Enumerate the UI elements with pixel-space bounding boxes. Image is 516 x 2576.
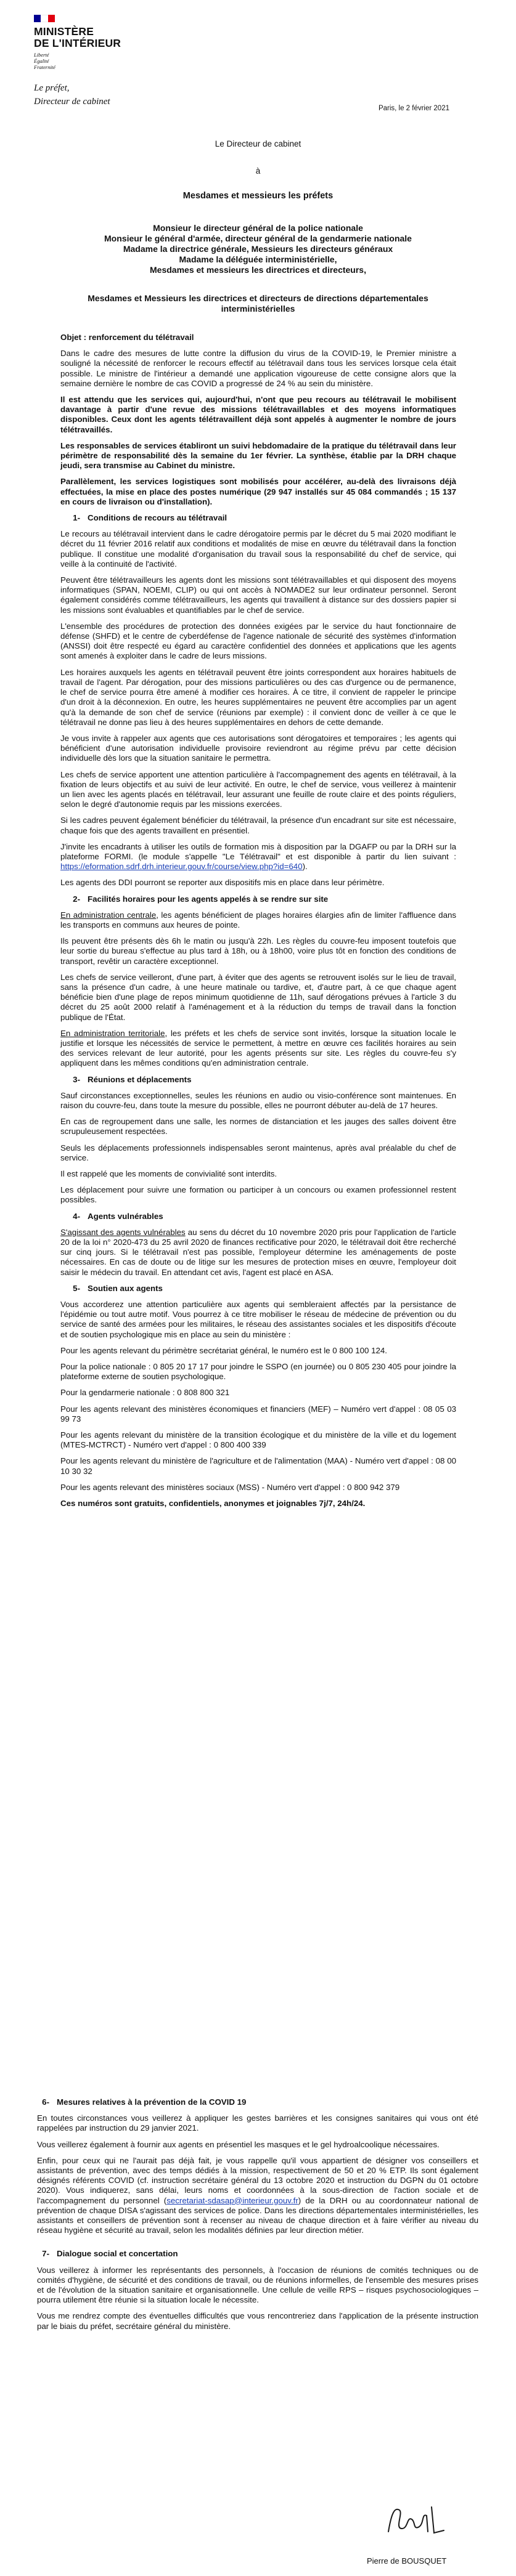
section-2-heading: 2- Facilités horaires pour les agents appelés à se rendre sur site — [73, 894, 329, 904]
s5-para-2: Pour les agents relevant du périmètre secrétariat général, le numéro est le 0 800 100 124. — [60, 1345, 387, 1355]
ministry-logo — [34, 15, 194, 108]
handwritten-signature-icon — [376, 2495, 450, 2544]
recipient-4: Madame la déléguée interministérielle, — [179, 254, 337, 264]
s5-para-3: Pour la police nationale : 0 805 20 17 17 pour joindre le SSPO (en journée) ou 0 805 230 405 pour joindre la plateforme externe de soutien psychologique. — [60, 1362, 456, 1382]
french-flag-icon — [34, 15, 55, 22]
sender — [34, 81, 194, 108]
intro-para-1: Dans le cadre des mesures de lutte contre la diffusion du virus de la COVID-19, le Premier ministre a souligné la nécessité de renforcer le recours effectif au télétravail dans tous les services lorsque cela était possible. Le ministre de l'intérieur a demandé une application vigoureuse de cette consigne alors que la semaine dernière le nombre de cas COVID a progressé de 24 % au sein du ministère. — [60, 349, 456, 388]
section-4-heading: 4- Agents vulnérables — [73, 1211, 163, 1221]
object-line: Objet : renforcement du télétravail — [60, 333, 194, 342]
s3-para-2: En cas de regroupement dans une salle, les normes de distanciation et les jauges des salles doivent être scrupuleusement respectées. — [60, 1117, 456, 1136]
letter-body-wide — [37, 2091, 478, 2338]
s2-territorial: En administration territoriale, les préfets et les chefs de service sont invités, lorsque la situation locale le justifie et lorsque les nécessités de service le permettent, à mettre en œuvre ces facilités horaires au sein des services relevant de leur autorité, pour les agents présents sur site. Les règles du couvre-feu s'y appliquent dans les mêmes conditions qu'en administration centrale. — [60, 1028, 456, 1068]
s2-para-2: Les chefs de service veilleront, d'une part, à éviter que des agents se retrouvent isolés sur le lieu de travail, sans la présence d'un cadre, à une heure matinale ou tardive, et, d'autre part, à ce que chaque agent bénéficie bien d'une plage de repos minimum quotidienne de 11h, sauf dérogations prévues à l'article 3 du décret du 25 août 2000 relatif à l'aménagement et à la réduction du temps de travail dans la fonction publique de l'État. — [60, 972, 456, 1022]
s1-para-3: L'ensemble des procédures de protection des données exigées par le service du haut fonctionnaire de défense (SHFD) et le centre de cyberdéfense de l'agence nationale de sécurité des systèmes d'information (ANSSI) doit être respecté eu égard au caractère confidentiel des données et applications que les agents sont amenés à exploiter dans le cadre de leurs missions. — [60, 621, 456, 661]
s5-para-5: Pour les agents relevant des ministères économiques et financiers (MEF) – Numéro vert d'appel : 08 05 03 99 73 — [60, 1404, 456, 1424]
s5-para-4: Pour la gendarmerie nationale : 0 808 800 321 — [60, 1388, 230, 1398]
a-line: à — [255, 166, 261, 176]
intro-para-3: Les responsables de services établiront un suivi hebdomadaire de la pratique du télétravail dans leur périmètre de responsabilité dès la semaine du 1er février. La synthèse, établie par la DRH chaque jeudi, sera transmise au Cabinet du ministre. — [60, 440, 456, 471]
ministry-name-line1: MINISTÈRE — [34, 25, 94, 38]
s6-para-3: Enfin, pour ceux qui ne l'aurait pas déjà fait, je vous rappelle qu'il vous appartient de désigner vos conseillers et assistants de prévention, avec des temps dédiés à la mission, respectivement de 50 et 20 % ETP. Ils sont également désignés référents COVID (cf. instruction secrétaire général du 13 octobre 2020 et instruction du DGPN du 01 octobre 2020). Vous indiquerez, sans délai, leurs noms et coordonnées à la sous-direction de l'action sociale et de l'accompagnement du personnel (secretariat-sdasap@interieur.gouv.fr) de la DRH ou au coordonnateur national de prévention de chaque DISA s'agissant des services de police. Dans les directions départementales interministérielles, les assistants et conseillers de prévention sont à recenser au niveau de chaque direction et à faire vérifier au niveau du réseau hygiène et sécurité au travail, selon les modalités définies par leur direction métier. — [37, 2155, 478, 2235]
section-1-heading: 1- Conditions de recours au télétravail — [73, 513, 227, 523]
s6-para-2: Vous veillerez également à fournir aux agents en présentiel les masques et le gel hydroalcoolique nécessaires. — [37, 2139, 440, 2149]
from-line: Le Directeur de cabinet — [215, 139, 301, 148]
motto-egalite: Égalité — [34, 58, 49, 64]
s7-para-1: Vous veillerez à informer les représentants des personnels, à l'occasion de réunions de comités techniques ou de comités d'hygiène, de sécurité et des conditions de travail, ou de réunions informelles, de l'ensemble des mesures prises et de l'évolution de la situation sanitaire et organisationnelle. Une cellule de veille RPS – risques psychosociologiques – pourra utilement être réunie si la situation locale le nécessite. — [37, 2265, 478, 2305]
letter-body — [60, 333, 456, 1515]
s1-para-9: Les agents des DDI pourront se reporter aux dispositifs mis en place dans leur périmètre. — [60, 878, 385, 888]
s5-para-6: Pour les agents relevant du ministère de la transition écologique et du ministère de la ville et du logement (MTES-MCTRCT) - Numéro vert d'appel : 0 800 400 339 — [60, 1430, 456, 1450]
intro-para-2: Il est attendu que les services qui, aujourd'hui, n'ont que peu recours au télétravail le mobilisent davantage à partir d'une revue des missions télétravaillables et des moyens informatiques disponibles. Ceux dont les agents télétravaillent déjà sont appelés à augmenter le nombre de jours télétravaillés. — [60, 395, 456, 434]
s5-closing: Ces numéros sont gratuits, confidentiels, anonymes et joignables 7j/7, 24h/24. — [60, 1499, 366, 1509]
s6-para-1: En toutes circonstances vous veillerez à appliquer les gestes barrières et les consignes sanitaires qui vous ont été rappelées par instruction du 29 janvier 2021. — [37, 2113, 478, 2133]
formation-link[interactable]: https://eformation.sdrf.drh.interieur.gouv.fr/course/view.php?id=640 — [60, 862, 303, 872]
ministry-name-line2: DE L'INTÉRIEUR — [34, 37, 121, 49]
s1-para-7: Si les cadres peuvent également bénéficier du télétravail, la présence d'un encadrant sur site est nécessaire, chaque fois que des agents travaillent en présentiel. — [60, 816, 456, 835]
section-5-heading: 5- Soutien aux agents — [73, 1283, 163, 1293]
s5-para-7: Pour les agents relevant du ministère de l'agriculture et de l'alimentation (MAA) - Numéro vert d'appel : 08 00 10 30 32 — [60, 1456, 456, 1476]
s3-para-3: Seuls les déplacements professionnels indispensables seront maintenus, après aval préalable du chef de service. — [60, 1143, 456, 1162]
sender-line2: Directeur de cabinet — [34, 97, 110, 107]
s5-para-1: Vous accorderez une attention particulière aux agents qui sembleraient affectés par la persistance de l'épidémie ou tout autre motif. Vous pourrez à ce titre mobiliser le réseau de médecine de prévention ou du service de santé des armées pour les militaires, le réseau des assistantes sociales et les dispositifs d'écoute et de soutien psychologique mis en place au sein du ministère : — [60, 1300, 456, 1339]
signatory-name: Pierre de BOUSQUET — [367, 2556, 447, 2566]
s3-para-4: Il est rappelé que les moments de convivialité sont interdits. — [60, 1169, 277, 1179]
intro-para-4: Parallèlement, les services logistiques sont mobilisés pour accélérer, au-delà des livraisons déjà effectuées, la mise en place des postes numérique (29 947 installés sur 45 084 commandés ; 15 137 en cours de livraison ou d'installation). — [60, 477, 456, 506]
s1-para-8: J'invite les encadrants à utiliser les outils de formation mis à disposition par la DGAFP ou par la DRH sur la plateforme FORMI. (le module s'appelle "Le Télétravail" et est disponible à partir du lien suivant : https://eformation.sdrf.drh.interieur.gouv.fr/course/view.php?id=640). — [60, 841, 456, 872]
recipients-block — [0, 223, 516, 275]
s4-para: S'agissant des agents vulnérables au sens du décret du 10 novembre 2020 pris pour l'application de l'article 20 de la loi n° 2020-473 du 25 avril 2020 de finances rectificative pour 2020, le télétravail doit être recherché sur cinq jours. Si le télétravail n'est pas possible, l'employeur détermine les aménagements de poste nécessaires. En cas de doute ou de litige sur les mesures de protection mises en œuvre, l'employeur doit saisir le médecin du travail. En attendant cet avis, l'agent est placé en ASA. — [60, 1227, 456, 1277]
section-6-heading: 6- Mesures relatives à la prévention de la COVID 19 — [42, 2097, 247, 2107]
s3-para-5: Les déplacement pour suivre une formation ou participer à un concours ou examen professionnel restent possibles. — [60, 1185, 456, 1205]
recipient-2: Monsieur le général d'armée, directeur général de la gendarmerie nationale — [104, 233, 412, 243]
letter-date: Paris, le 2 février 2021 — [378, 105, 449, 112]
section-3-heading: 3- Réunions et déplacements — [73, 1074, 192, 1084]
s1-para-1: Le recours au télétravail intervient dans le cadre dérogatoire permis par le décret du 5 mai 2020 modifiant le décret du 11 février 2016 relatif aux conditions et modalités de mise en œuvre du télétravail dans la fonction publique. Il constitue une modalité d'organisation du travail sous la responsabilité du chef de service, qui veille à la continuité de l'activité. — [60, 529, 456, 569]
sdasap-email-link[interactable]: secretariat-sdasap@interieur.gouv.fr — [166, 2195, 298, 2205]
s1-para-6: Les chefs de service apportent une attention particulière à l'accompagnement des agents en télétravail, à la fixation de leurs objectifs et au suivi de leur activité. En outre, le chef de service, vous veillerez à maintenir un lien avec les agents placés en télétravail, leur assurant une feuille de route claire et des points réguliers, selon le degré d'autonomie requis par les missions exercées. — [60, 769, 456, 809]
s5-para-8: Pour les agents relevant des ministères sociaux (MSS) - Numéro vert d'appel : 0 800 942 379 — [60, 1482, 400, 1492]
s2-central: En administration centrale, les agents bénéficient de plages horaires élargies afin de limiter l'affluence dans les transports en communs aux heures de pointe. — [60, 910, 457, 930]
s1-para-5: Je vous invite à rappeler aux agents que ces autorisations sont dérogatoires et temporaires ; les agents qui bénéficient d'une autorisation individuelle provisoire reviendront au régime prévu par cette décision individuelle dès lors que la situation sanitaire le permettra. — [60, 733, 456, 763]
recipient-1: Monsieur le directeur général de la police nationale — [153, 223, 363, 233]
s3-para-1: Sauf circonstances exceptionnelles, seules les réunions en audio ou visio-conférence sont maintenues. En raison du couvre-feu, dans toute la mesure du possible, elles ne pourront débuter au-delà de 17 heures. — [60, 1090, 456, 1110]
recipient-5: Mesdames et messieurs les directrices et directeurs, — [150, 265, 366, 275]
to-prefets: Mesdames et messieurs les préfets — [182, 191, 334, 201]
s2-para-1: Ils peuvent être présents dès 6h le matin ou jusqu'à 22h. Les règles du couvre-feu imposent toutefois que leur sortie du bureau s'effectue au plus tard à 18h, ou à 18h00, voire plus tôt en fonction des conditions de transport, revêtir un caractère exceptionnel. — [60, 936, 456, 966]
sender-line1: Le préfet, — [34, 83, 70, 93]
recipient-3: Madame la directrice générale, Messieurs les directeurs généraux — [123, 244, 393, 254]
motto — [34, 52, 194, 70]
s1-para-2: Peuvent être télétravailleurs les agents dont les missions sont télétravaillables et qui disposent des moyens informatiques (SPAN, NOEMI, CLIP) ou qui ont accès à NOMADE2 sur leur ordinateur personnel. Seront également considérés comme télétravailleurs, les agents qui travaillent à distance sur des dossiers papier si les missions sont évaluables et quantifiables par le chef de service. — [60, 575, 456, 615]
motto-fraternite: Fraternité — [34, 64, 55, 70]
motto-liberte: Liberté — [34, 52, 49, 58]
recipients-ddi: Mesdames et Messieurs les directrices et directeurs de directions départementales interministérielles — [88, 293, 428, 314]
s1-para-4: Les horaires auxquels les agents en télétravail peuvent être joints correspondent aux horaires habituels de travail de l'agent. Par dérogation, pour des missions particulières ou des cas d'urgence ou de permanence, le chef de service pourra être amené à modifier ces horaires. À ce titre, il convient de rappeler le principe d'un droit à la déconnexion. En outre, les heures supplémentaires ne peuvent être accomplies par un agent qu'à la demande de son chef de service (réunions par exemple) : il convient donc de veiller à ce que le télétravail ne donne pas lieu à des heures supplémentaires en dehors de cette demande. — [60, 667, 456, 727]
section-7-heading: 7- Dialogue social et concertation — [42, 2249, 178, 2259]
s7-para-2: Vous me rendrez compte des éventuelles difficultés que vous rencontreriez dans l'application de la présente instruction par le biais du préfet, secrétaire général du ministère. — [37, 2311, 478, 2331]
